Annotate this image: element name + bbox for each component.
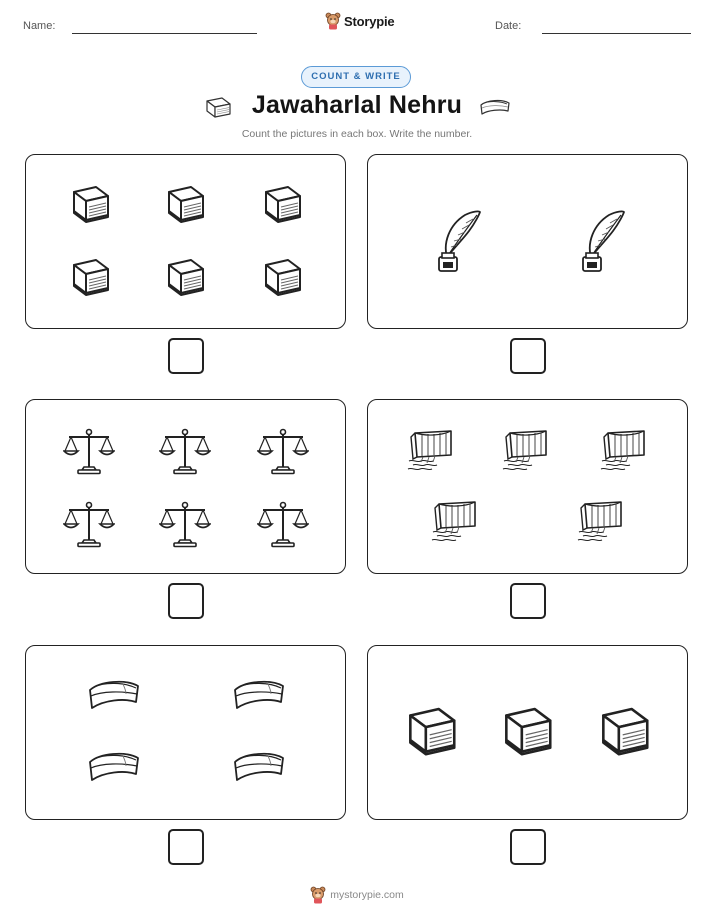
- date-label: Date:: [495, 20, 522, 32]
- balance-scale-icon: [159, 427, 211, 475]
- book-icon: [66, 182, 114, 226]
- answer-box-5[interactable]: [168, 829, 204, 865]
- quill-and-inkpot-icon: [571, 207, 627, 273]
- count-panel-4: [367, 399, 688, 574]
- logo-text: Storypie: [344, 13, 395, 29]
- activity-badge: COUNT & WRITE: [301, 66, 411, 88]
- book-icon: [593, 702, 655, 760]
- dam-icon: [405, 427, 459, 473]
- count-panel-2: [367, 154, 688, 329]
- instructions: Count the pictures in each box. Write the number.: [241, 128, 473, 140]
- answer-box-4[interactable]: [510, 583, 546, 619]
- balance-scale-icon: [63, 427, 115, 475]
- count-panel-5: [25, 645, 346, 820]
- book-icon: [258, 182, 306, 226]
- bear-mascot-icon: [310, 886, 326, 904]
- gandhi-cap-icon: [86, 676, 142, 714]
- dam-icon: [429, 498, 483, 544]
- gandhi-cap-icon: [231, 676, 287, 714]
- answer-box-3[interactable]: [168, 583, 204, 619]
- book-icon: [496, 702, 558, 760]
- answer-box-6[interactable]: [510, 829, 546, 865]
- name-line[interactable]: [72, 33, 257, 34]
- balance-scale-icon: [257, 427, 309, 475]
- footer-url: mystorypie.com: [330, 889, 404, 901]
- quill-and-inkpot-icon: [427, 207, 483, 273]
- book-icon: [161, 255, 209, 299]
- dam-icon: [500, 427, 554, 473]
- page-title: Jawaharlal Nehru: [251, 91, 463, 119]
- answer-box-2[interactable]: [510, 338, 546, 374]
- gandhi-cap-icon: [478, 96, 512, 123]
- balance-scale-icon: [257, 500, 309, 548]
- gandhi-cap-icon: [231, 748, 287, 786]
- gandhi-cap-icon: [86, 748, 142, 786]
- balance-scale-icon: [159, 500, 211, 548]
- date-line[interactable]: [542, 33, 691, 34]
- balance-scale-icon: [63, 500, 115, 548]
- footer: [0, 886, 714, 904]
- book-icon: [258, 255, 306, 299]
- book-icon: [161, 182, 209, 226]
- name-label: Name:: [23, 20, 56, 32]
- dam-icon: [598, 427, 652, 473]
- count-panel-1: [25, 154, 346, 329]
- answer-box-1[interactable]: [168, 338, 204, 374]
- storypie-logo: [325, 12, 394, 30]
- dam-icon: [575, 498, 629, 544]
- book-icon: [400, 702, 462, 760]
- bear-mascot-icon: [325, 12, 341, 30]
- book-icon: [66, 255, 114, 299]
